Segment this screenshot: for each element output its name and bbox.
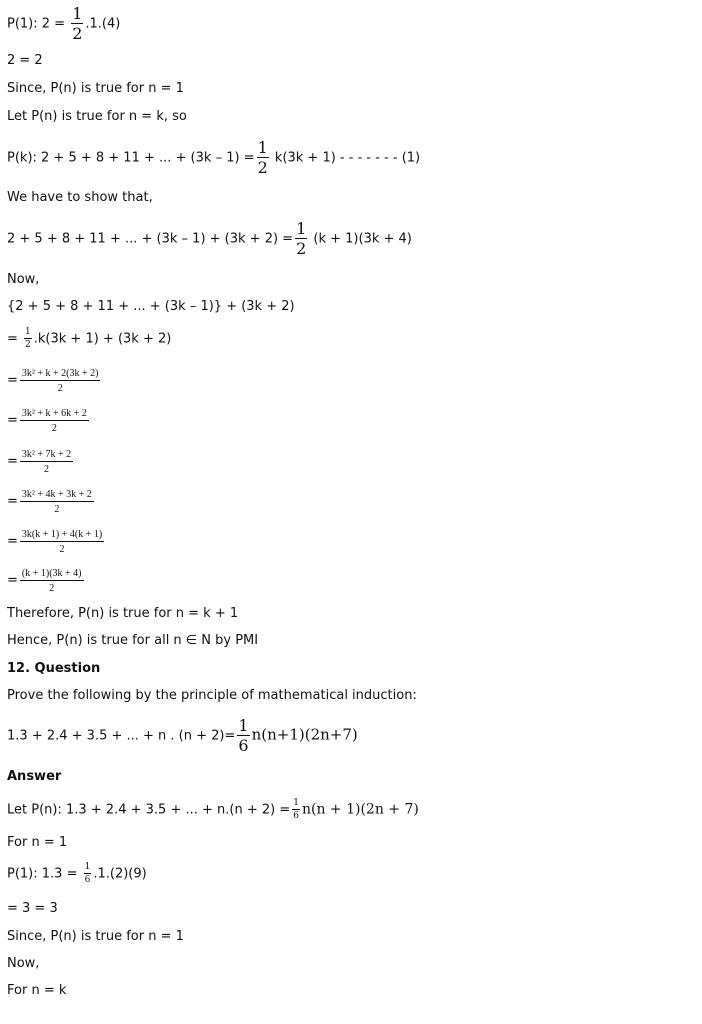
step-7: = $\frac{(k + 1)(3k + 4)}{2}$ — [7, 568, 82, 594]
pk-right: k(3k + 1) - - - - - - - (1) — [270, 150, 421, 166]
therefore: Therefore, P(n) is true for n = k + 1 — [7, 606, 239, 621]
answer-p1-left: P(1): 1.3 = — [7, 866, 82, 882]
show-line — [7, 221, 412, 257]
two-eq-two: 2 = 2 — [7, 53, 43, 68]
step-4: = $\frac{\text{3k² + 7k + 2}}{2}$ — [7, 449, 72, 475]
step-3: = $\frac{\text{3k² + k + 6k + 2}}{2}$ — [7, 408, 87, 434]
p1-right: .1.(4) — [85, 16, 121, 32]
p1-left: P(1): 2 = — [7, 16, 70, 32]
pk-line — [7, 140, 420, 176]
answer-p1-right: .1.(2)(9) — [93, 866, 147, 882]
pk-half-fraction: $\frac{1}{2}$ — [257, 138, 268, 177]
hence: Hence, P(n) is true for all n ∈ N by PMI — [7, 633, 259, 648]
since-true-n1: Since, P(n) is true for n = 1 — [7, 81, 184, 96]
step-2: = $\frac{\text{3k² + k + 2(3k + 2)}}{2}$ — [7, 368, 99, 394]
answer-let-line — [7, 799, 419, 821]
question-heading: 12. Question — [7, 661, 101, 676]
step-6: = $\frac{3k(k + 1) + 4(k + 1)}{2}$ — [7, 529, 103, 555]
stmt-right: n(n+1)(2n+7) — [251, 725, 358, 744]
step1-left: = — [7, 331, 23, 347]
p1-line — [7, 6, 120, 42]
stmt-left: 1.3 + 2.4 + 3.5 + ... + n . (n + 2)= — [7, 728, 236, 744]
show-right: (k + 1)(3k + 4) — [309, 231, 412, 247]
show-half-fraction: $\frac{1}{2}$ — [296, 219, 307, 258]
answer-sixth-fraction: $\frac{1}{6}$ — [293, 798, 299, 821]
for-nk: For n = k — [7, 983, 67, 998]
we-have-to-show: We have to show that, — [7, 190, 153, 205]
answer-heading: Answer — [7, 769, 62, 784]
step-5: = $\frac{\text{3k² + 4k + 3k + 2}}{2}$ — [7, 489, 92, 515]
question-statement — [7, 718, 358, 754]
answer-now: Now, — [7, 956, 40, 971]
step1-line — [7, 328, 171, 350]
let-pn-k: Let P(n) is true for n = k, so — [7, 109, 187, 124]
brace-sum: {2 + 5 + 8 + 11 + ... + (3k – 1)} + (3k + 2) — [7, 299, 295, 314]
answer-p1-fraction: $\frac{1}{6}$ — [84, 862, 91, 885]
answer-let-right: n(n + 1)(2n + 7) — [301, 801, 419, 818]
answer-p1-line — [7, 863, 147, 885]
half-fraction: $\frac{1}{2}$ — [72, 4, 83, 43]
question-prompt: Prove the following by the principle of mathematical induction: — [7, 688, 417, 703]
sixth-fraction: $\frac{1}{6}$ — [238, 716, 249, 755]
step1-right: .k(3k + 1) + (3k + 2) — [33, 331, 172, 347]
answer-since-true: Since, P(n) is true for n = 1 — [7, 929, 184, 944]
three-eq-three: = 3 = 3 — [7, 901, 58, 916]
answer-let-left: Let P(n): 1.3 + 2.4 + 3.5 + ... + n.(n + 2) = — [7, 802, 291, 818]
for-n1: For n = 1 — [7, 835, 68, 850]
step1-half-fraction: $\frac{1}{2}$ — [25, 327, 31, 350]
now-1: Now, — [7, 272, 40, 287]
pk-left: P(k): 2 + 5 + 8 + 11 + ... + (3k – 1) = — [7, 150, 255, 166]
show-left: 2 + 5 + 8 + 11 + ... + (3k – 1) + (3k + 2) = — [7, 231, 294, 247]
